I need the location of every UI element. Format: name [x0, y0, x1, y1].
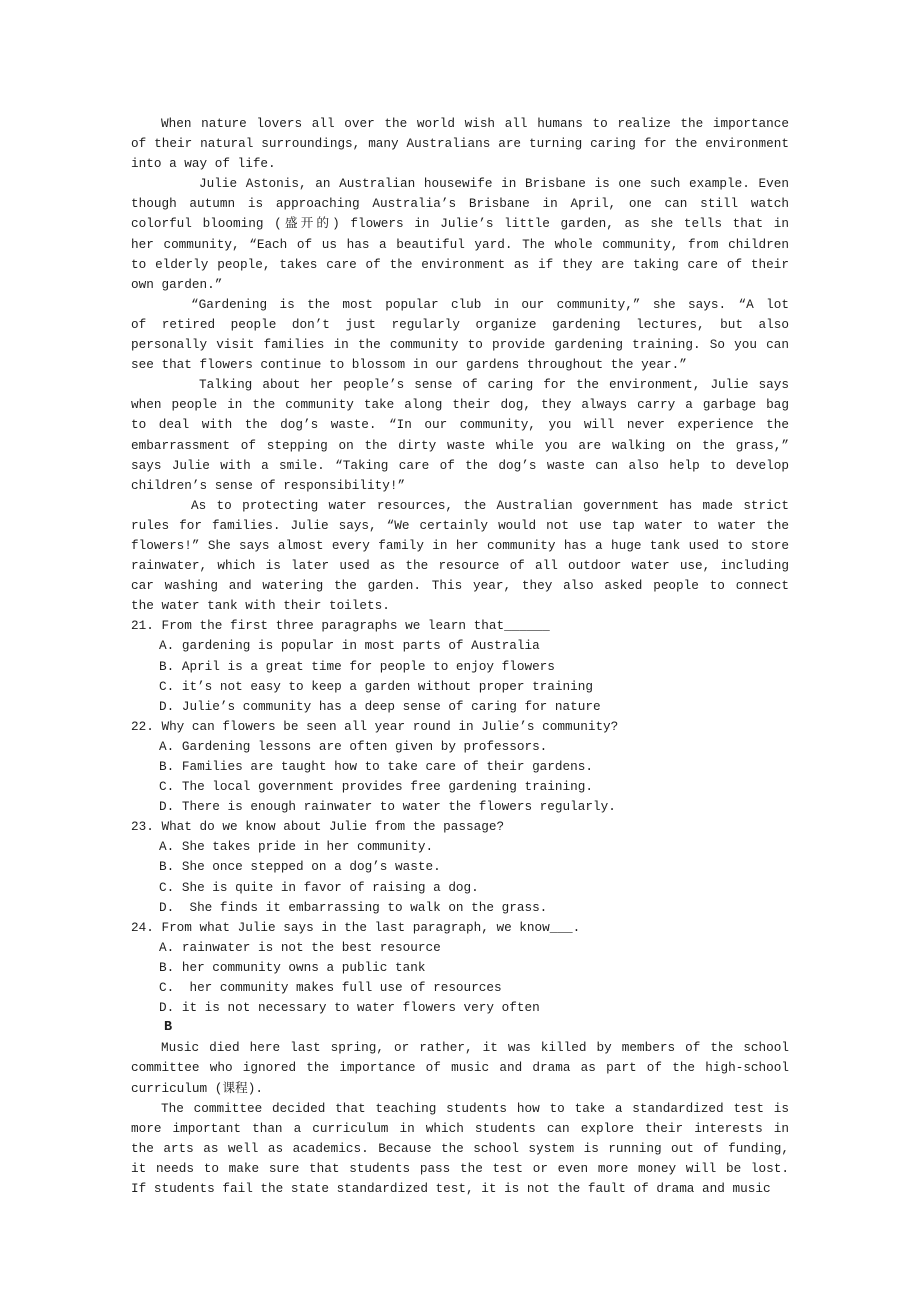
text-line: though autumn is approaching Australia’s Brisbane in April, one can still watch — [131, 196, 789, 212]
text-line: says Julie with a smile. “Taking care of the dog’s waste can also help to develop — [131, 457, 789, 473]
text-line: own garden.” — [131, 276, 223, 292]
text-line: B. April is a great time for people to enjoy flowers — [159, 658, 555, 674]
text-line: C. it’s not easy to keep a garden without proper training — [159, 678, 593, 694]
text-line: Talking about her people’s sense of caring for the environment, Julie says — [199, 377, 789, 393]
text-line: colorful blooming (盛开的) flowers in Julie’s little garden, as she tells that in — [131, 216, 789, 232]
text-line: C. The local government provides free gardening training. — [159, 779, 593, 795]
text-line: D. She finds it embarrassing to walk on the grass. — [159, 899, 548, 915]
text-line: curriculum (课程). — [131, 1080, 263, 1096]
text-line: to elderly people, takes care of the environment as if they are taking care of their — [131, 256, 789, 272]
text-line: see that flowers continue to blossom in our gardens throughout the year.” — [131, 357, 687, 373]
text-line: children’s sense of responsibility!” — [131, 477, 406, 493]
text-line: the arts as well as academics. Because the school system is running out of funding, — [131, 1140, 789, 1156]
text-line: A. gardening is popular in most parts of Australia — [159, 638, 540, 654]
text-line: rules for families. Julie says, “We certainly would not use tap water to water the — [131, 517, 789, 533]
text-line: D. There is enough rainwater to water the flowers regularly. — [159, 799, 616, 815]
text-line: her community, “Each of us has a beautiful yard. The whole community, from children — [131, 236, 789, 252]
text-line: C. She is quite in favor of raising a dog. — [159, 879, 479, 895]
text-line: As to protecting water resources, the Australian government has made strict — [191, 497, 789, 513]
text-line: 21. From the first three paragraphs we learn that______ — [131, 618, 550, 634]
text-line: of their natural surroundings, many Australians are turning caring for the environment — [131, 136, 789, 152]
exam-page-text-column — [131, 114, 789, 1199]
text-line: A. Gardening lessons are often given by professors. — [159, 738, 548, 754]
text-line: flowers!” She says almost every family in her community has a huge tank used to store — [131, 537, 789, 553]
text-line: The committee decided that teaching students how to take a standardized test is — [161, 1100, 789, 1116]
text-line: into a way of life. — [131, 156, 276, 172]
text-line: committee who ignored the importance of music and drama as part of the high-school — [131, 1060, 789, 1076]
text-line: D. Julie’s community has a deep sense of caring for nature — [159, 698, 601, 714]
text-line: to deal with the dog’s waste. “In our community, you will never experience the — [131, 417, 789, 433]
text-line: “Gardening is the most popular club in our community,” she says. “A lot — [191, 296, 789, 312]
text-line: the water tank with their toilets. — [131, 598, 390, 614]
text-line: When nature lovers all over the world wish all humans to realize the importance — [161, 116, 789, 131]
text-line: A. She takes pride in her community. — [159, 839, 434, 855]
text-line: C. her community makes full use of resources — [159, 980, 502, 996]
text-line: it needs to make sure that students pass the test or even more money will be lost. — [131, 1160, 789, 1176]
text-line: of retired people don’t just regularly organize gardening lectures, but also — [131, 316, 789, 332]
text-line: Music died here last spring, or rather, it was killed by members of the school — [161, 1040, 789, 1056]
text-line: B. Families are taught how to take care of their gardens. — [159, 759, 593, 774]
text-line: B. her community owns a public tank — [159, 959, 426, 975]
text-line: B. She once stepped on a dog’s waste. — [159, 859, 441, 875]
text-line: A. rainwater is not the best resource — [159, 939, 441, 955]
text-line: If students fail the state standardized test, it is not the fault of drama and music — [131, 1180, 771, 1196]
text-line: personally visit families in the community to provide gardening training. So you can — [131, 337, 789, 353]
text-line: 23. What do we know about Julie from the passage? — [131, 819, 505, 835]
text-line: Julie Astonis, an Australian housewife in Brisbane is one such example. Even — [199, 176, 789, 192]
text-line: more important than a curriculum in which students can explore their interests in — [131, 1120, 789, 1136]
text-line: rainwater, which is later used as the resource of all outdoor water use, including — [131, 558, 789, 574]
text-line: car washing and watering the garden. This year, they also asked people to connect — [131, 578, 789, 594]
text-line: when people in the community take along their dog, they always carry a garbage bag — [131, 397, 789, 413]
text-line: D. it is not necessary to water flowers very often — [159, 1000, 540, 1016]
text-line: embarrassment of stepping on the dirty waste while you are walking on the grass,” — [131, 437, 789, 453]
text-line: 24. From what Julie says in the last paragraph, we know___. — [131, 919, 581, 935]
section-label: B — [164, 1020, 173, 1036]
text-line: 22. Why can flowers be seen all year round in Julie’s community? — [131, 718, 619, 734]
